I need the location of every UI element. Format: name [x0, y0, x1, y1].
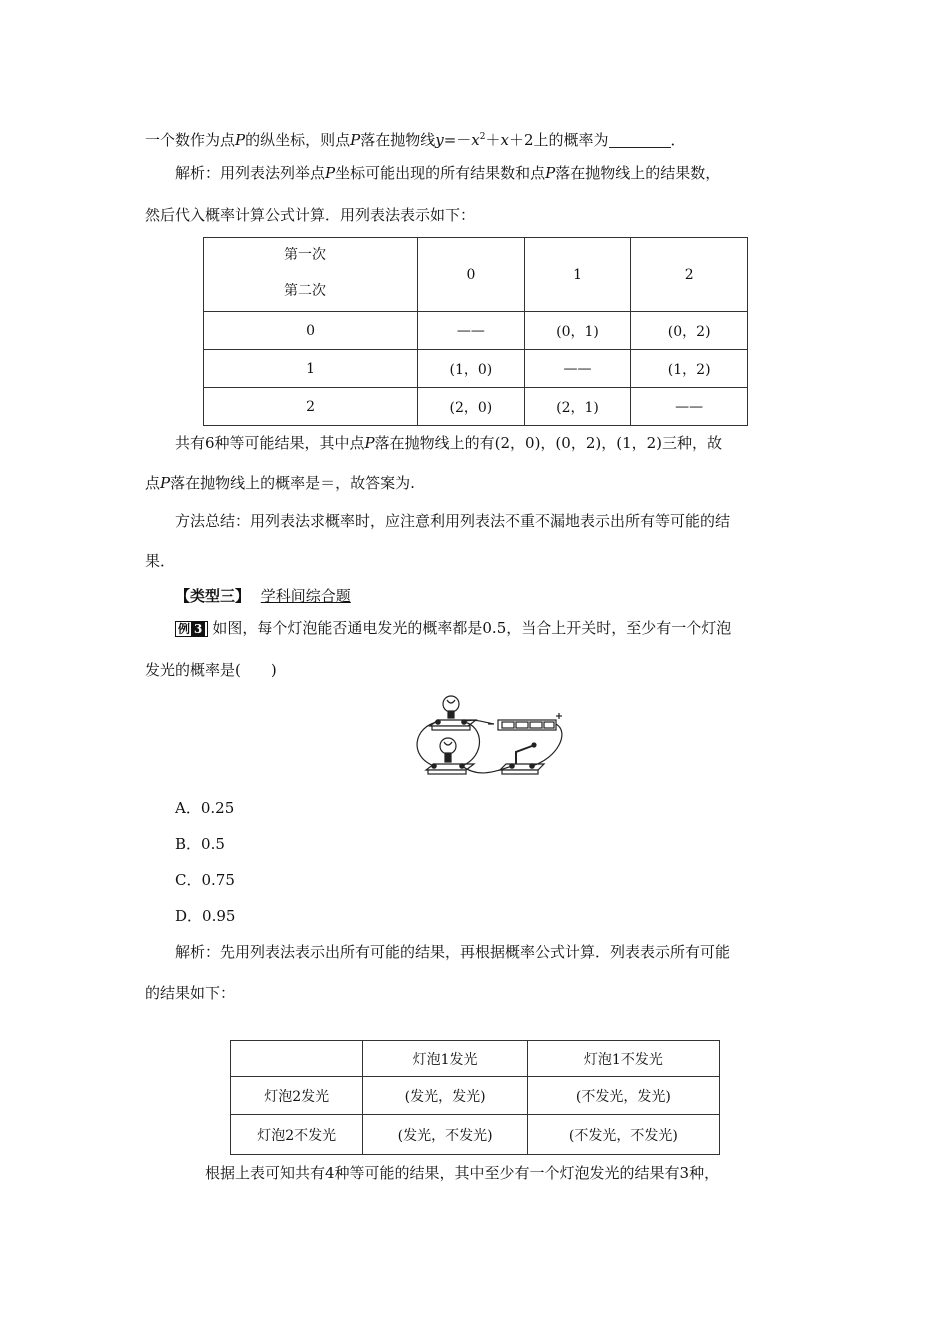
result-line-2	[145, 473, 415, 493]
var-p: P	[350, 131, 361, 149]
circuit-diagram	[408, 692, 568, 784]
result-line-1	[175, 433, 722, 453]
text: 落在抛物线上的有(2，0)，(0，2)，(1，2)三种，故	[374, 434, 723, 452]
analysis-line-1	[175, 163, 720, 183]
table-cell: ——	[418, 312, 525, 350]
table-header: 灯泡1发光	[363, 1041, 527, 1077]
table-header: 灯泡1不发光	[527, 1041, 719, 1077]
table-cell: (发光，发光)	[363, 1077, 527, 1115]
example-line-1	[175, 618, 731, 638]
table-cell: (0，1)	[524, 312, 631, 350]
table-cell: (1，0)	[418, 350, 525, 388]
table-row	[204, 388, 748, 426]
text: ＋2上的概率为	[508, 131, 609, 149]
text: 的纵坐标，则点	[245, 131, 351, 149]
table-row	[204, 312, 748, 350]
text: ＋	[485, 131, 501, 149]
var-p: P	[325, 164, 336, 182]
option-a[interactable]: A．0.25	[175, 799, 235, 817]
table-header: 2	[631, 238, 748, 312]
analysis2-line-2: 的结果如下：	[145, 984, 236, 1002]
type-title: 学科间综合题	[260, 587, 351, 605]
method-summary-1: 方法总结：用列表法求概率时，应注意利用列表法不重不漏地表示出所有等可能的结	[175, 512, 731, 530]
corner-bottom-label: 第二次	[284, 283, 326, 299]
option-d[interactable]: D．0.95	[175, 907, 236, 925]
text: 落在抛物线上的概率是＝，故答案为.	[170, 474, 415, 492]
var-p: P	[160, 474, 171, 492]
table-cell: ——	[631, 388, 748, 426]
text: 落在抛物线	[360, 131, 436, 149]
badge-char: 例	[178, 622, 191, 636]
example-text: 如图，每个灯泡能否通电发光的概率都是0.5，当合上开关时，至少有一个灯泡	[212, 619, 732, 637]
table-header: 1	[524, 238, 631, 312]
question-continuation	[145, 127, 686, 150]
var-p: P	[235, 131, 246, 149]
var-x: x	[471, 131, 480, 149]
text: 共有6种等可能结果，其中点	[175, 434, 365, 452]
text: 解析：用列表法列举点	[175, 164, 326, 182]
row-label: 1	[204, 350, 418, 388]
var-p: P	[545, 164, 556, 182]
row-label: 灯泡2发光	[231, 1077, 363, 1115]
text: 一个数作为点	[145, 131, 236, 149]
analysis2-line-1: 解析：先用列表法表示出所有可能的结果，再根据概率公式计算．列表表示所有可能	[175, 943, 731, 961]
example-line-2: 发光的概率是( )	[145, 661, 277, 679]
bulb-outcome-table	[230, 1040, 720, 1155]
table-header-row	[231, 1041, 720, 1077]
conclusion-line: 根据上表可知共有4种等可能的结果，其中至少有一个灯泡发光的结果有3种，	[205, 1164, 720, 1182]
analysis-line-2: 然后代入概率计算公式计算．用列表法表示如下：	[145, 206, 476, 224]
table-row	[231, 1115, 720, 1155]
table-cell: (1，2)	[631, 350, 748, 388]
text: 落在抛物线上的结果数，	[555, 164, 721, 182]
text: 坐标可能出现的所有结果数和点	[335, 164, 546, 182]
text: ．	[670, 131, 686, 149]
option-b[interactable]: B．0.5	[175, 835, 225, 853]
var-x: x	[500, 131, 509, 149]
example-badge	[175, 621, 208, 637]
corner-top-label: 第一次	[284, 247, 326, 263]
table-cell: (发光，不发光)	[363, 1115, 527, 1155]
coordinate-table	[203, 237, 748, 426]
exponent: 2	[479, 132, 486, 142]
table-row	[204, 350, 748, 388]
table-cell: (不发光，发光)	[527, 1077, 719, 1115]
row-label: 灯泡2不发光	[231, 1115, 363, 1155]
table-corner	[231, 1041, 363, 1077]
text: =－	[443, 131, 472, 149]
table-cell: ——	[524, 350, 631, 388]
table-cell: (2，0)	[418, 388, 525, 426]
table-corner	[204, 238, 418, 312]
option-c[interactable]: C．0.75	[175, 871, 235, 889]
table-cell: (2，1)	[524, 388, 631, 426]
var-p: P	[364, 434, 375, 452]
type-label: 【类型三】	[175, 587, 251, 605]
answer-blank[interactable]	[609, 133, 671, 148]
var-y: y	[435, 131, 444, 149]
table-header: 0	[418, 238, 525, 312]
method-summary-2: 果．	[145, 552, 176, 570]
row-label: 0	[204, 312, 418, 350]
type3-heading	[175, 586, 351, 606]
row-label: 2	[204, 388, 418, 426]
table-cell: (0，2)	[631, 312, 748, 350]
text: 点	[145, 474, 161, 492]
table-row	[231, 1077, 720, 1115]
table-cell: (不发光，不发光)	[527, 1115, 719, 1155]
badge-num: 3	[191, 622, 205, 636]
